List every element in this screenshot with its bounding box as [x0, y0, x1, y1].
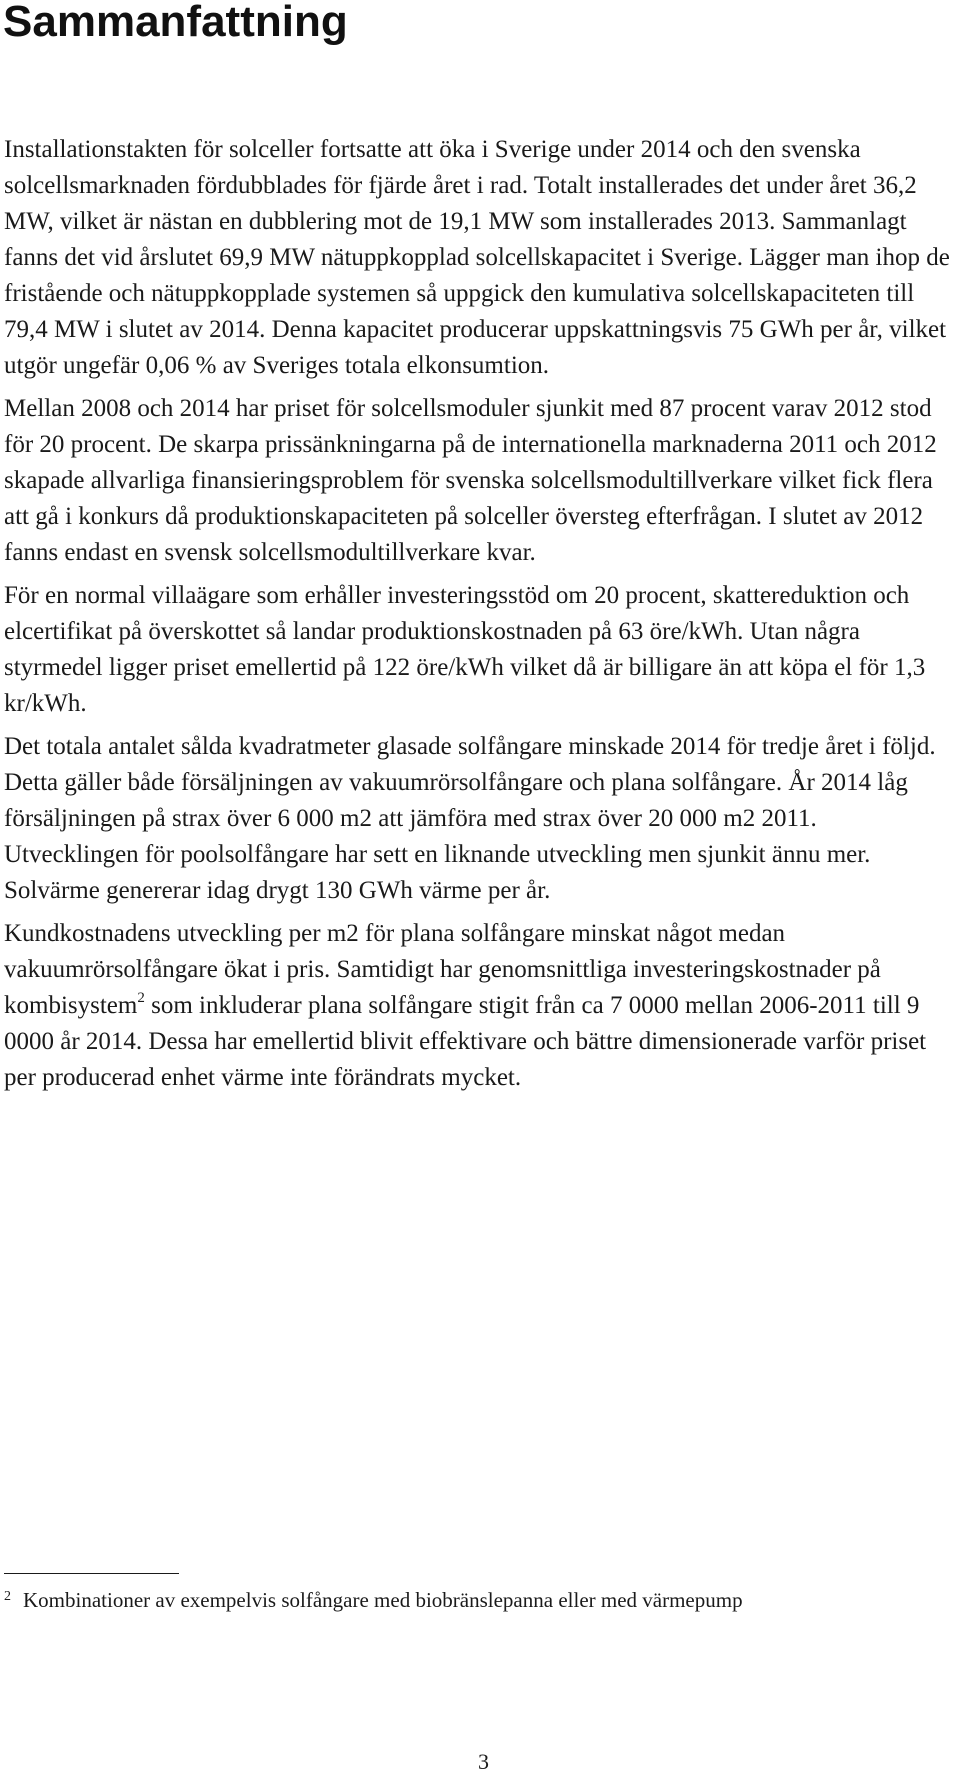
paragraph-customer-costs-part2: som inkluderar plana solfångare stigit från ca 7 0000 mellan 2006-2011 till 9 0000 år 2014. Dessa har emellertid blivit effektivare och bättre dimensionerade varför priset per producerad enhet värme inte förändrats mycket.	[4, 992, 927, 1091]
footnote-number: 2	[4, 1589, 11, 1604]
paragraph-production-cost: För en normal villaägare som erhåller investeringsstöd om 20 procent, skattereduktion och elcertifikat på överskottet så landar produktionskostnaden på 63 öre/kWh. Utan några styrmedel ligger priset emellertid på 122 öre/kWh vilket då är billigare än att köpa el för 1,3 kr/kWh.	[4, 582, 926, 717]
paragraph-customer-costs	[4, 916, 954, 1096]
footnote-text: Kombinationer av exempelvis solfångare med biobränslepanna eller med värmepump	[23, 1588, 743, 1612]
summary-body	[4, 132, 954, 1103]
page-title: Sammanfattning	[3, 0, 348, 46]
paragraph-solar-cells-installation: Installationstakten för solceller fortsatte att öka i Sverige under 2014 och den svenska solcellsmarknaden fördubblades för fjärde året i rad. Totalt installerades det under året 36,2 MW, vilket är nästan en dubblering mot de 19,1 MW som installerades 2013. Sammanlagt fanns det vid årslutet 69,9 MW nätuppkopplad solcellskapacitet i Sverige. Lägger man ihop de fristående och nätuppkopplade systemen så uppgick den kumulativa solcellskapaciteten till 79,4 MW i slutet av 2014. Denna kapacitet producerar uppskattningsvis 75 GWh per år, vilket utgör ungefär 0,06 % av Sveriges totala elkonsumtion.	[4, 136, 950, 379]
paragraph-module-prices: Mellan 2008 och 2014 har priset för solcellsmoduler sjunkit med 87 procent varav 2012 stod för 20 procent. De skarpa prissänkningarna på de internationella marknaderna 2011 och 2012 skapade allvarliga finansieringsproblem för svenska solcellsmodultillverkare vilket fick flera att gå i konkurs då produktionskapaciteten på solceller översteg efterfrågan. I slutet av 2012 fanns endast en svensk solcellsmodultillverkare kvar.	[4, 395, 937, 566]
page-number: 3	[478, 1749, 489, 1774]
footnote-divider	[4, 1573, 179, 1574]
paragraph-customer-costs-part1: Kundkostnadens utveckling per m2 för plana solfångare minskat något medan vakuumrörsolfångare ökat i pris. Samtidigt har genomsnittliga investeringskostnader på kombisystem	[4, 920, 881, 1019]
footnote-reference: 2	[137, 989, 145, 1006]
footnote	[4, 1586, 743, 1618]
paragraph-solar-collectors-sales: Det totala antalet sålda kvadratmeter glasade solfångare minskade 2014 för tredje året i följd. Detta gäller både försäljningen av vakuumrörsolfångare och plana solfångare. År 2014 låg försäljningen på strax över 6 000 m2 att jämföra med strax över 20 000 m2 2011. Utvecklingen för poolsolfångare har sett en liknande utveckling men sjunkit ännu mer. Solvärme genererar idag drygt 130 GWh värme per år.	[4, 733, 936, 904]
